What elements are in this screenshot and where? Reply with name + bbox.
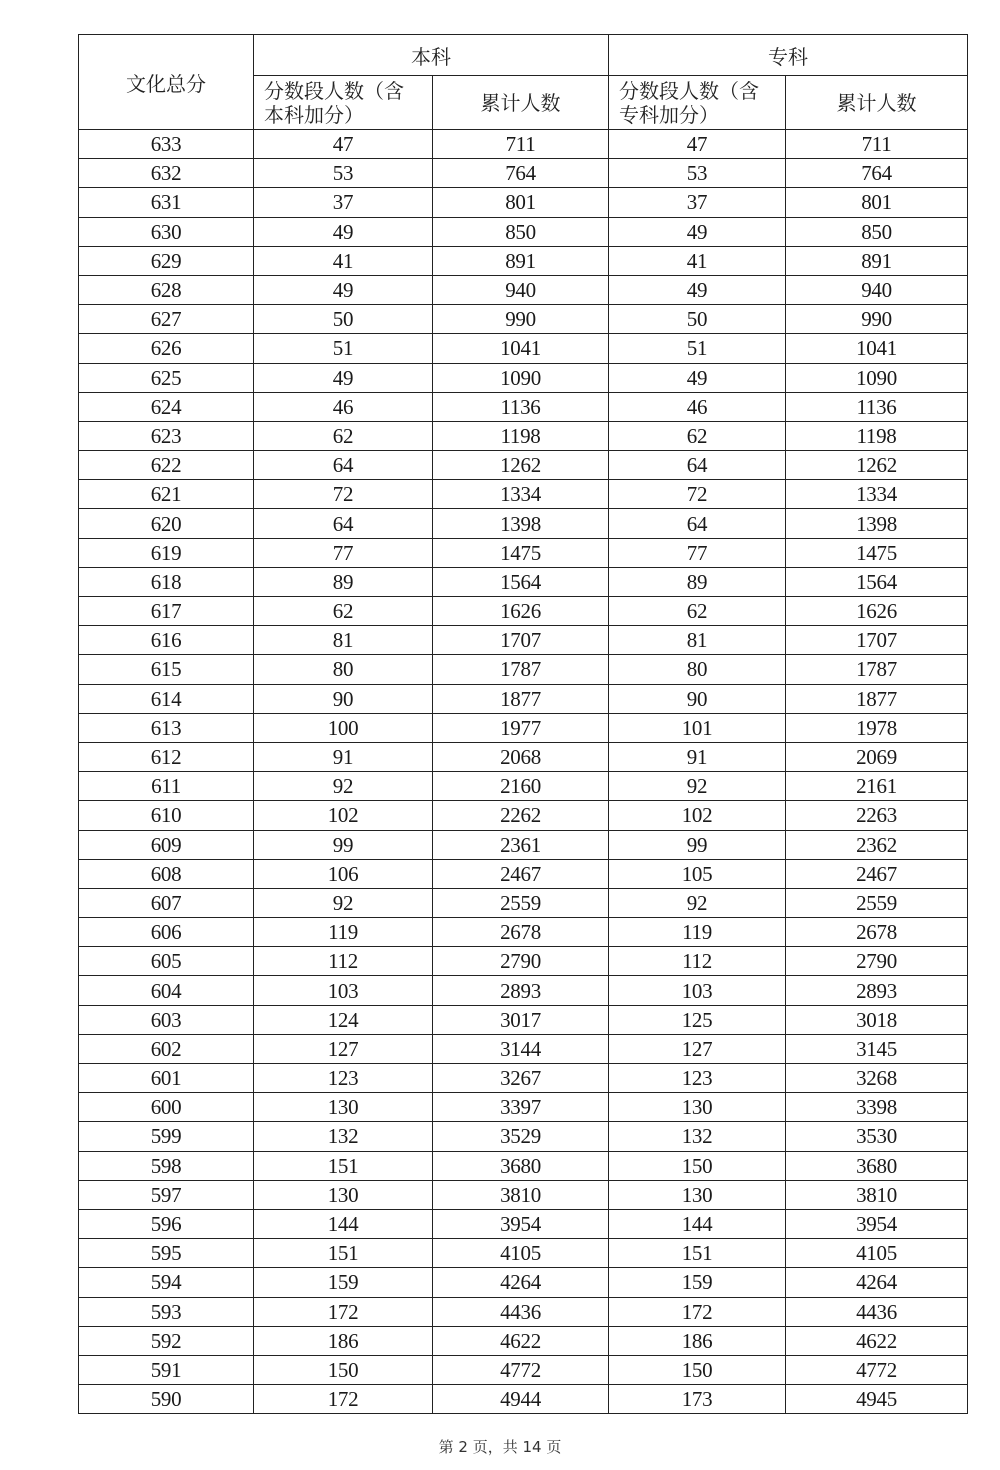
table-row xyxy=(79,713,968,742)
cell-total-score: 630 xyxy=(79,217,254,246)
cell-vocational-segment-count: 144 xyxy=(609,1209,786,1238)
cell-undergrad-cumulative: 4622 xyxy=(433,1326,609,1355)
cell-total-score: 614 xyxy=(79,684,254,713)
table-row xyxy=(79,480,968,509)
cell-undergrad-segment-count: 64 xyxy=(254,509,433,538)
cell-vocational-cumulative: 2362 xyxy=(786,830,968,859)
cell-undergrad-segment-count: 172 xyxy=(254,1385,433,1414)
table-row xyxy=(79,772,968,801)
cell-undergrad-segment-count: 103 xyxy=(254,976,433,1005)
table-row xyxy=(79,130,968,159)
table-row xyxy=(79,626,968,655)
cell-total-score: 620 xyxy=(79,509,254,538)
cell-undergrad-cumulative: 1136 xyxy=(433,392,609,421)
table-row xyxy=(79,1239,968,1268)
table-row xyxy=(79,567,968,596)
cell-undergrad-cumulative: 850 xyxy=(433,217,609,246)
cell-total-score: 629 xyxy=(79,246,254,275)
cell-vocational-cumulative: 764 xyxy=(786,159,968,188)
cell-vocational-segment-count: 130 xyxy=(609,1093,786,1122)
cell-vocational-segment-count: 90 xyxy=(609,684,786,713)
table-row xyxy=(79,334,968,363)
cell-undergrad-cumulative: 2678 xyxy=(433,918,609,947)
cell-undergrad-cumulative: 1334 xyxy=(433,480,609,509)
cell-vocational-cumulative: 4772 xyxy=(786,1355,968,1384)
cell-total-score: 618 xyxy=(79,567,254,596)
table-row xyxy=(79,305,968,334)
cell-undergrad-segment-count: 81 xyxy=(254,626,433,655)
cell-undergrad-cumulative: 1564 xyxy=(433,567,609,596)
cell-total-score: 625 xyxy=(79,363,254,392)
cell-undergrad-segment-count: 72 xyxy=(254,480,433,509)
cell-vocational-segment-count: 41 xyxy=(609,246,786,275)
cell-vocational-cumulative: 1334 xyxy=(786,480,968,509)
cell-undergrad-cumulative: 3810 xyxy=(433,1180,609,1209)
cell-vocational-segment-count: 172 xyxy=(609,1297,786,1326)
cell-vocational-segment-count: 51 xyxy=(609,334,786,363)
cell-undergrad-segment-count: 62 xyxy=(254,421,433,450)
cell-vocational-cumulative: 850 xyxy=(786,217,968,246)
cell-total-score: 592 xyxy=(79,1326,254,1355)
cell-vocational-cumulative: 3530 xyxy=(786,1122,968,1151)
cell-undergrad-cumulative: 3017 xyxy=(433,1005,609,1034)
cell-vocational-cumulative: 1398 xyxy=(786,509,968,538)
cell-vocational-segment-count: 92 xyxy=(609,888,786,917)
cell-undergrad-segment-count: 47 xyxy=(254,130,433,159)
table-row xyxy=(79,451,968,480)
cell-undergrad-segment-count: 100 xyxy=(254,713,433,742)
cell-undergrad-segment-count: 150 xyxy=(254,1355,433,1384)
cell-total-score: 627 xyxy=(79,305,254,334)
table-row xyxy=(79,1268,968,1297)
cell-undergrad-cumulative: 2893 xyxy=(433,976,609,1005)
table-row xyxy=(79,655,968,684)
cell-total-score: 594 xyxy=(79,1268,254,1297)
cell-total-score: 613 xyxy=(79,713,254,742)
cell-vocational-segment-count: 62 xyxy=(609,597,786,626)
cell-total-score: 602 xyxy=(79,1034,254,1063)
cell-undergrad-cumulative: 3397 xyxy=(433,1093,609,1122)
table-row xyxy=(79,1209,968,1238)
cell-vocational-cumulative: 3398 xyxy=(786,1093,968,1122)
cell-vocational-segment-count: 173 xyxy=(609,1385,786,1414)
cell-vocational-segment-count: 130 xyxy=(609,1180,786,1209)
table-row xyxy=(79,538,968,567)
cell-undergrad-segment-count: 92 xyxy=(254,888,433,917)
cell-vocational-segment-count: 89 xyxy=(609,567,786,596)
cell-undergrad-segment-count: 80 xyxy=(254,655,433,684)
cell-vocational-segment-count: 186 xyxy=(609,1326,786,1355)
cell-vocational-cumulative: 711 xyxy=(786,130,968,159)
cell-total-score: 631 xyxy=(79,188,254,217)
cell-undergrad-segment-count: 49 xyxy=(254,275,433,304)
cell-vocational-segment-count: 80 xyxy=(609,655,786,684)
cell-undergrad-segment-count: 124 xyxy=(254,1005,433,1034)
cell-undergrad-segment-count: 91 xyxy=(254,742,433,771)
cell-undergrad-cumulative: 1041 xyxy=(433,334,609,363)
cell-total-score: 615 xyxy=(79,655,254,684)
cell-total-score: 623 xyxy=(79,421,254,450)
cell-vocational-cumulative: 1041 xyxy=(786,334,968,363)
cell-vocational-cumulative: 1707 xyxy=(786,626,968,655)
cell-undergrad-cumulative: 2361 xyxy=(433,830,609,859)
cell-vocational-cumulative: 4436 xyxy=(786,1297,968,1326)
cell-vocational-segment-count: 150 xyxy=(609,1355,786,1384)
cell-undergrad-cumulative: 2790 xyxy=(433,947,609,976)
table-row xyxy=(79,1326,968,1355)
cell-vocational-segment-count: 103 xyxy=(609,976,786,1005)
cell-undergrad-cumulative: 1090 xyxy=(433,363,609,392)
cell-vocational-segment-count: 81 xyxy=(609,626,786,655)
cell-undergrad-cumulative: 1707 xyxy=(433,626,609,655)
cell-vocational-segment-count: 125 xyxy=(609,1005,786,1034)
cell-vocational-cumulative: 1787 xyxy=(786,655,968,684)
cell-vocational-cumulative: 1198 xyxy=(786,421,968,450)
table-row xyxy=(79,976,968,1005)
cell-undergrad-cumulative: 2068 xyxy=(433,742,609,771)
header-undergrad-segment-count-line1: 分数段人数（含 xyxy=(264,78,404,103)
cell-undergrad-cumulative: 3529 xyxy=(433,1122,609,1151)
cell-vocational-cumulative: 2467 xyxy=(786,859,968,888)
cell-undergrad-segment-count: 102 xyxy=(254,801,433,830)
cell-undergrad-segment-count: 49 xyxy=(254,217,433,246)
cell-vocational-cumulative: 3954 xyxy=(786,1209,968,1238)
table-row xyxy=(79,1122,968,1151)
cell-total-score: 590 xyxy=(79,1385,254,1414)
table-row xyxy=(79,246,968,275)
cell-undergrad-segment-count: 106 xyxy=(254,859,433,888)
cell-undergrad-cumulative: 3144 xyxy=(433,1034,609,1063)
cell-undergrad-cumulative: 3680 xyxy=(433,1151,609,1180)
cell-vocational-segment-count: 150 xyxy=(609,1151,786,1180)
cell-vocational-cumulative: 2263 xyxy=(786,801,968,830)
cell-total-score: 603 xyxy=(79,1005,254,1034)
header-vocational-segment-count-line2: 专科加分） xyxy=(619,102,719,127)
cell-undergrad-segment-count: 159 xyxy=(254,1268,433,1297)
cell-undergrad-cumulative: 3954 xyxy=(433,1209,609,1238)
cell-vocational-cumulative: 940 xyxy=(786,275,968,304)
cell-undergrad-segment-count: 186 xyxy=(254,1326,433,1355)
cell-total-score: 619 xyxy=(79,538,254,567)
cell-vocational-cumulative: 801 xyxy=(786,188,968,217)
cell-undergrad-cumulative: 1198 xyxy=(433,421,609,450)
cell-undergrad-cumulative: 1626 xyxy=(433,597,609,626)
cell-total-score: 612 xyxy=(79,742,254,771)
table-row xyxy=(79,1297,968,1326)
cell-vocational-segment-count: 92 xyxy=(609,772,786,801)
cell-undergrad-segment-count: 144 xyxy=(254,1209,433,1238)
cell-vocational-segment-count: 119 xyxy=(609,918,786,947)
cell-undergrad-segment-count: 50 xyxy=(254,305,433,334)
cell-undergrad-segment-count: 119 xyxy=(254,918,433,947)
cell-undergrad-cumulative: 2559 xyxy=(433,888,609,917)
cell-undergrad-segment-count: 90 xyxy=(254,684,433,713)
cell-total-score: 626 xyxy=(79,334,254,363)
cell-vocational-segment-count: 91 xyxy=(609,742,786,771)
cell-vocational-cumulative: 1262 xyxy=(786,451,968,480)
table-row xyxy=(79,421,968,450)
cell-vocational-segment-count: 159 xyxy=(609,1268,786,1297)
cell-total-score: 604 xyxy=(79,976,254,1005)
table-row xyxy=(79,1034,968,1063)
cell-vocational-cumulative: 1978 xyxy=(786,713,968,742)
cell-vocational-cumulative: 2559 xyxy=(786,888,968,917)
cell-undergrad-segment-count: 172 xyxy=(254,1297,433,1326)
cell-undergrad-cumulative: 940 xyxy=(433,275,609,304)
cell-vocational-cumulative: 990 xyxy=(786,305,968,334)
cell-undergrad-segment-count: 49 xyxy=(254,363,433,392)
table-row xyxy=(79,830,968,859)
header-vocational-segment-count xyxy=(609,76,786,130)
cell-undergrad-segment-count: 92 xyxy=(254,772,433,801)
cell-vocational-cumulative: 3680 xyxy=(786,1151,968,1180)
cell-vocational-segment-count: 72 xyxy=(609,480,786,509)
cell-undergrad-segment-count: 112 xyxy=(254,947,433,976)
header-undergrad-segment-count-line2: 本科加分） xyxy=(264,102,364,127)
cell-undergrad-segment-count: 127 xyxy=(254,1034,433,1063)
cell-undergrad-cumulative: 2467 xyxy=(433,859,609,888)
cell-undergrad-cumulative: 4436 xyxy=(433,1297,609,1326)
cell-vocational-segment-count: 46 xyxy=(609,392,786,421)
cell-undergrad-cumulative: 1398 xyxy=(433,509,609,538)
table-row xyxy=(79,275,968,304)
cell-vocational-cumulative: 3810 xyxy=(786,1180,968,1209)
cell-undergrad-segment-count: 130 xyxy=(254,1093,433,1122)
table-row xyxy=(79,392,968,421)
cell-undergrad-cumulative: 4105 xyxy=(433,1239,609,1268)
cell-undergrad-segment-count: 123 xyxy=(254,1064,433,1093)
cell-vocational-cumulative: 2161 xyxy=(786,772,968,801)
cell-undergrad-segment-count: 53 xyxy=(254,159,433,188)
cell-vocational-cumulative: 1626 xyxy=(786,597,968,626)
cell-undergrad-cumulative: 1977 xyxy=(433,713,609,742)
cell-total-score: 621 xyxy=(79,480,254,509)
cell-vocational-segment-count: 62 xyxy=(609,421,786,450)
cell-vocational-cumulative: 1877 xyxy=(786,684,968,713)
cell-total-score: 593 xyxy=(79,1297,254,1326)
table-row xyxy=(79,1151,968,1180)
cell-total-score: 617 xyxy=(79,597,254,626)
table-row xyxy=(79,159,968,188)
score-distribution-table xyxy=(78,34,968,1414)
cell-total-score: 598 xyxy=(79,1151,254,1180)
cell-undergrad-segment-count: 77 xyxy=(254,538,433,567)
cell-undergrad-cumulative: 801 xyxy=(433,188,609,217)
cell-total-score: 632 xyxy=(79,159,254,188)
cell-vocational-segment-count: 49 xyxy=(609,275,786,304)
cell-vocational-segment-count: 50 xyxy=(609,305,786,334)
cell-undergrad-cumulative: 764 xyxy=(433,159,609,188)
cell-vocational-cumulative: 891 xyxy=(786,246,968,275)
cell-undergrad-cumulative: 2160 xyxy=(433,772,609,801)
table-row xyxy=(79,684,968,713)
cell-undergrad-cumulative: 990 xyxy=(433,305,609,334)
table-row xyxy=(79,888,968,917)
cell-undergrad-cumulative: 711 xyxy=(433,130,609,159)
cell-vocational-segment-count: 64 xyxy=(609,509,786,538)
table-row xyxy=(79,1355,968,1384)
header-vocational-segment-count-line1: 分数段人数（含 xyxy=(619,78,759,103)
table-header xyxy=(79,35,968,130)
cell-vocational-cumulative: 4105 xyxy=(786,1239,968,1268)
table-row xyxy=(79,509,968,538)
cell-vocational-cumulative: 3018 xyxy=(786,1005,968,1034)
table-row xyxy=(79,859,968,888)
header-undergrad-segment-count xyxy=(254,76,433,130)
cell-total-score: 606 xyxy=(79,918,254,947)
cell-vocational-segment-count: 151 xyxy=(609,1239,786,1268)
cell-undergrad-segment-count: 46 xyxy=(254,392,433,421)
header-group-vocational: 专科 xyxy=(609,35,968,76)
cell-total-score: 599 xyxy=(79,1122,254,1151)
cell-vocational-cumulative: 2893 xyxy=(786,976,968,1005)
cell-vocational-cumulative: 4622 xyxy=(786,1326,968,1355)
cell-undergrad-segment-count: 130 xyxy=(254,1180,433,1209)
table-row xyxy=(79,918,968,947)
header-vocational-cumulative: 累计人数 xyxy=(786,76,968,130)
table-row xyxy=(79,801,968,830)
cell-undergrad-cumulative: 1787 xyxy=(433,655,609,684)
cell-undergrad-segment-count: 151 xyxy=(254,1239,433,1268)
cell-vocational-segment-count: 49 xyxy=(609,217,786,246)
cell-vocational-cumulative: 1136 xyxy=(786,392,968,421)
cell-undergrad-cumulative: 3267 xyxy=(433,1064,609,1093)
cell-vocational-segment-count: 77 xyxy=(609,538,786,567)
cell-vocational-cumulative: 2069 xyxy=(786,742,968,771)
cell-undergrad-segment-count: 64 xyxy=(254,451,433,480)
cell-vocational-cumulative: 3145 xyxy=(786,1034,968,1063)
cell-total-score: 622 xyxy=(79,451,254,480)
table-row xyxy=(79,363,968,392)
cell-total-score: 591 xyxy=(79,1355,254,1384)
table-row xyxy=(79,1093,968,1122)
table-body xyxy=(79,130,968,1414)
cell-total-score: 628 xyxy=(79,275,254,304)
table-row xyxy=(79,1064,968,1093)
cell-undergrad-cumulative: 4264 xyxy=(433,1268,609,1297)
cell-vocational-cumulative: 2790 xyxy=(786,947,968,976)
cell-vocational-segment-count: 101 xyxy=(609,713,786,742)
cell-vocational-segment-count: 53 xyxy=(609,159,786,188)
cell-undergrad-cumulative: 891 xyxy=(433,246,609,275)
cell-undergrad-cumulative: 1475 xyxy=(433,538,609,567)
table-row xyxy=(79,188,968,217)
cell-undergrad-cumulative: 2262 xyxy=(433,801,609,830)
cell-total-score: 596 xyxy=(79,1209,254,1238)
table-row xyxy=(79,947,968,976)
cell-undergrad-cumulative: 4944 xyxy=(433,1385,609,1414)
cell-vocational-cumulative: 1564 xyxy=(786,567,968,596)
cell-total-score: 607 xyxy=(79,888,254,917)
cell-vocational-segment-count: 102 xyxy=(609,801,786,830)
cell-vocational-segment-count: 132 xyxy=(609,1122,786,1151)
cell-vocational-segment-count: 37 xyxy=(609,188,786,217)
cell-undergrad-segment-count: 37 xyxy=(254,188,433,217)
cell-undergrad-cumulative: 1877 xyxy=(433,684,609,713)
table-row xyxy=(79,1005,968,1034)
table-row xyxy=(79,1385,968,1414)
cell-vocational-cumulative: 1090 xyxy=(786,363,968,392)
cell-total-score: 608 xyxy=(79,859,254,888)
header-group-undergraduate: 本科 xyxy=(254,35,609,76)
cell-undergrad-cumulative: 4772 xyxy=(433,1355,609,1384)
cell-undergrad-segment-count: 99 xyxy=(254,830,433,859)
cell-vocational-segment-count: 99 xyxy=(609,830,786,859)
cell-total-score: 601 xyxy=(79,1064,254,1093)
cell-undergrad-cumulative: 1262 xyxy=(433,451,609,480)
table-row xyxy=(79,217,968,246)
page-number-footer: 第 2 页，共 14 页 xyxy=(438,1438,562,1456)
cell-total-score: 611 xyxy=(79,772,254,801)
cell-undergrad-segment-count: 62 xyxy=(254,597,433,626)
cell-total-score: 633 xyxy=(79,130,254,159)
cell-total-score: 616 xyxy=(79,626,254,655)
cell-vocational-cumulative: 2678 xyxy=(786,918,968,947)
cell-vocational-cumulative: 1475 xyxy=(786,538,968,567)
header-undergrad-cumulative: 累计人数 xyxy=(433,76,609,130)
cell-vocational-segment-count: 127 xyxy=(609,1034,786,1063)
cell-vocational-segment-count: 112 xyxy=(609,947,786,976)
table-row xyxy=(79,1180,968,1209)
cell-total-score: 600 xyxy=(79,1093,254,1122)
cell-undergrad-segment-count: 41 xyxy=(254,246,433,275)
cell-vocational-segment-count: 123 xyxy=(609,1064,786,1093)
cell-vocational-cumulative: 3268 xyxy=(786,1064,968,1093)
cell-vocational-segment-count: 64 xyxy=(609,451,786,480)
cell-undergrad-segment-count: 89 xyxy=(254,567,433,596)
cell-vocational-segment-count: 49 xyxy=(609,363,786,392)
table-row xyxy=(79,597,968,626)
cell-total-score: 595 xyxy=(79,1239,254,1268)
cell-vocational-segment-count: 47 xyxy=(609,130,786,159)
cell-undergrad-segment-count: 51 xyxy=(254,334,433,363)
cell-vocational-cumulative: 4945 xyxy=(786,1385,968,1414)
cell-total-score: 597 xyxy=(79,1180,254,1209)
cell-vocational-cumulative: 4264 xyxy=(786,1268,968,1297)
cell-total-score: 624 xyxy=(79,392,254,421)
cell-undergrad-segment-count: 151 xyxy=(254,1151,433,1180)
table-row xyxy=(79,742,968,771)
cell-total-score: 610 xyxy=(79,801,254,830)
cell-total-score: 609 xyxy=(79,830,254,859)
cell-total-score: 605 xyxy=(79,947,254,976)
cell-vocational-segment-count: 105 xyxy=(609,859,786,888)
cell-undergrad-segment-count: 132 xyxy=(254,1122,433,1151)
header-total-score: 文化总分 xyxy=(79,35,254,130)
